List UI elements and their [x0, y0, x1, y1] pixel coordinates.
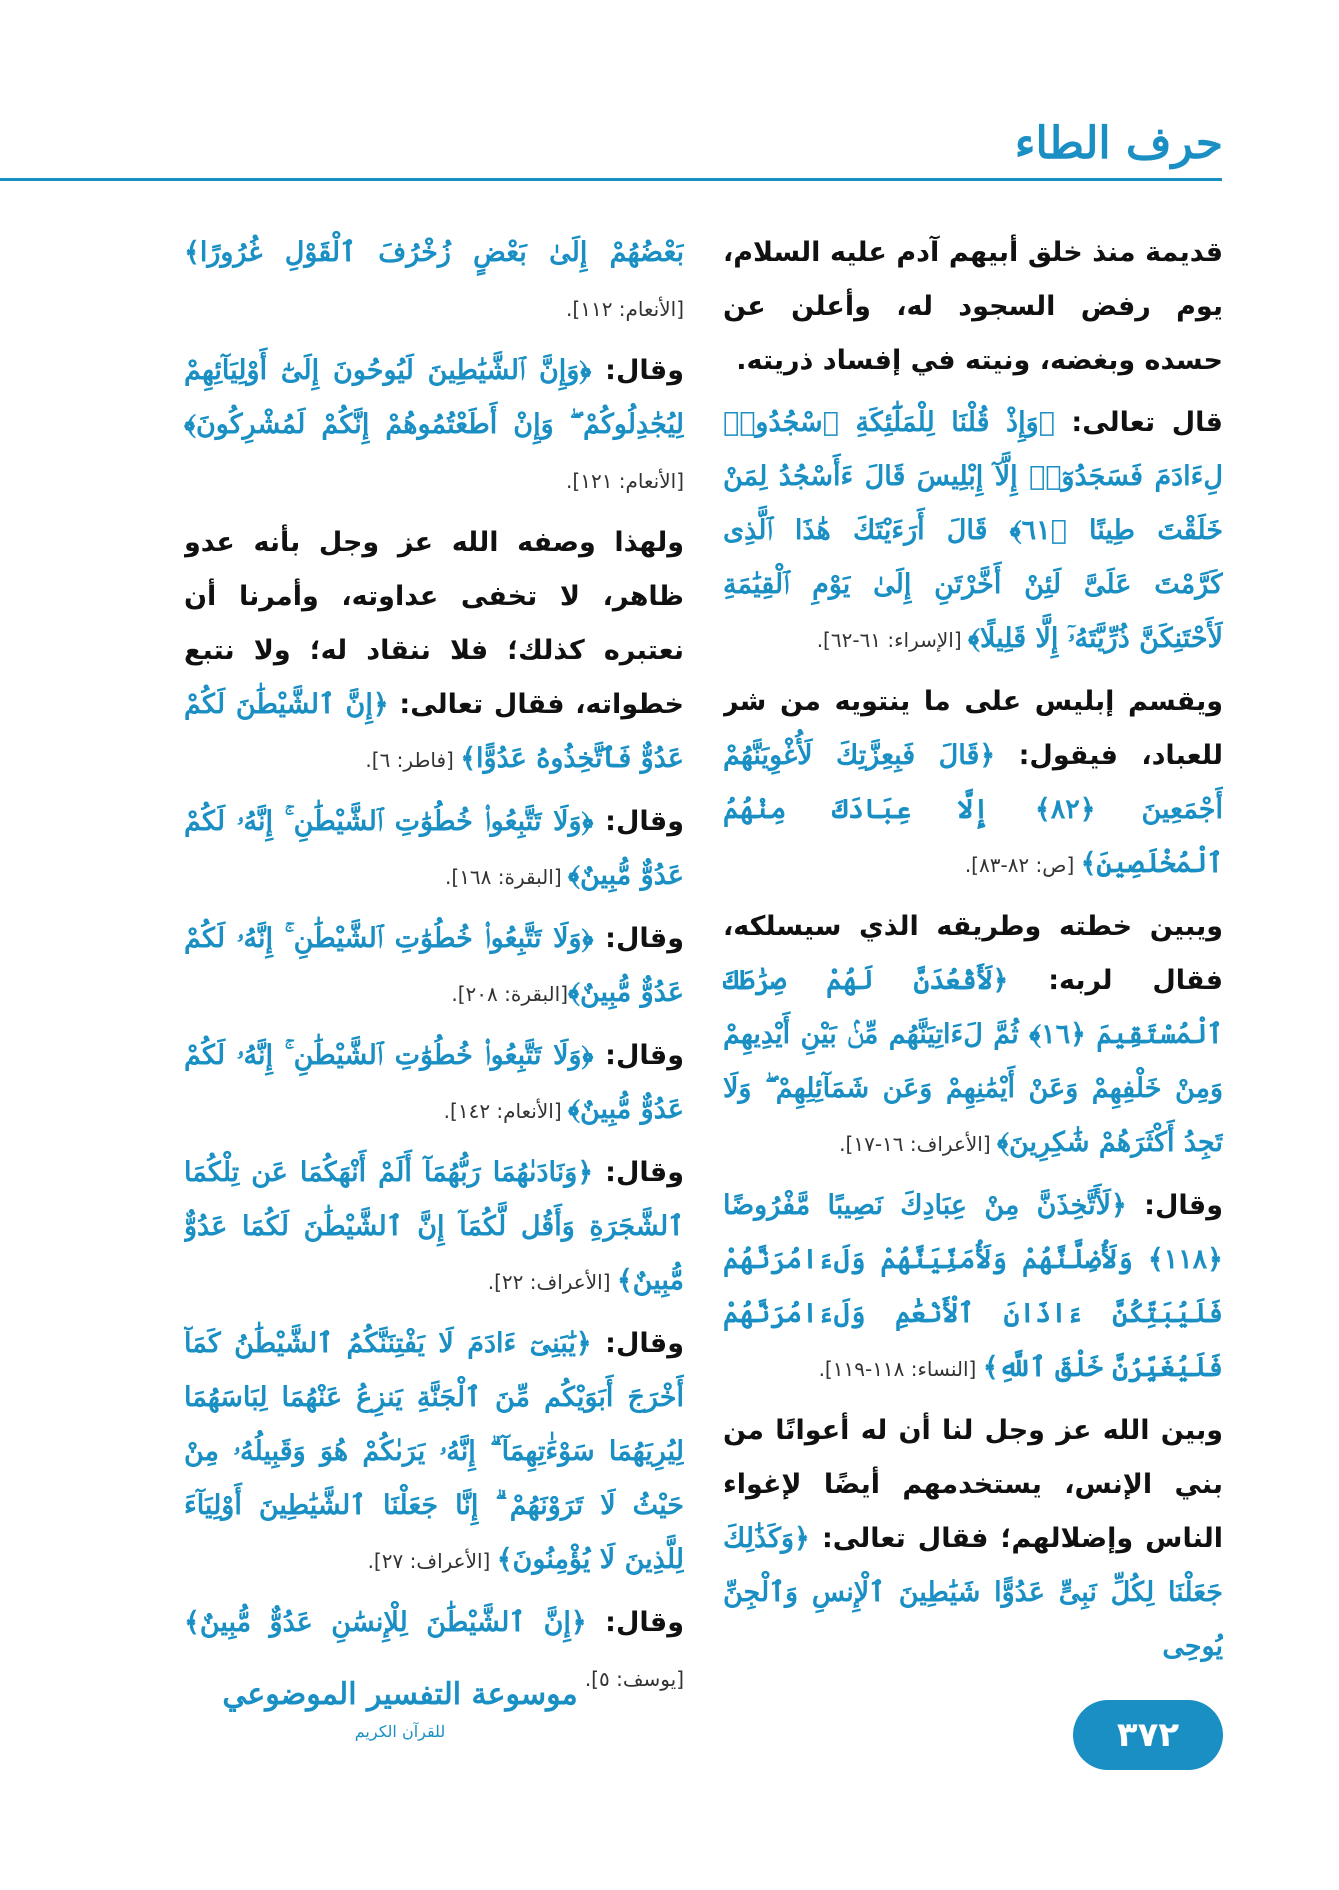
- logo-subtitle: للقرآن الكريم: [354, 1722, 446, 1741]
- verse-reference: [يوسف: ٥].: [584, 1667, 684, 1691]
- verse-reference: [الأنعام: ١٤٢].: [443, 1099, 568, 1123]
- paragraph: [723, 226, 1223, 388]
- page-number-badge: [1073, 1700, 1223, 1770]
- verse-reference: [الإسراء: ٦١-٦٢].: [816, 628, 969, 652]
- chapter-title: حرف الطاء: [1014, 118, 1223, 169]
- body-text: وقال:: [593, 1040, 684, 1071]
- verse-reference: [النساء: ١١٨-١١٩].: [818, 1357, 983, 1381]
- header-rule: [0, 178, 1222, 181]
- verse-reference: [الأنعام: ١٢١].: [566, 469, 684, 493]
- body-text: وقال:: [593, 806, 684, 837]
- quran-verse: ﴿وَإِذْ قُلْنَا لِلْمَلَٰٓئِكَةِ ٱسْجُدُوا۟ لِءَادَمَ فَسَجَدُوٓا۟ إِلَّآ إِبْلِيسَ قَالَ ءَأَسْجُدُ لِمَنْ خَلَقْتَ طِينًا ﴿٦١﴾ قَالَ أَرَءَيْتَكَ هَٰذَا ٱلَّذِى كَرَّمْتَ عَلَىَّ لَئِنْ أَخَّرْتَنِ إِلَىٰ يَوْمِ ٱلْقِيَٰمَةِ لَأَحْتَنِكَنَّ ذُرِّيَّتَهُۥٓ إِلَّا قَلِيلًا﴾: [723, 407, 1223, 654]
- paragraph: [184, 1317, 684, 1588]
- body-text: ويبين خطته وطريقه الذي سيسلكه، فقال لربه:: [723, 911, 1223, 996]
- quran-verse: ﴿وَكَذَٰلِكَ جَعَلْنَا لِكُلِّ نَبِىٍّ عَدُوًّا شَيَٰطِينَ ٱلْإِنسِ وَٱلْجِنِّ يُوحِى: [723, 1523, 1223, 1662]
- left-column: [184, 226, 684, 1716]
- verse-reference: [الأنعام: ١١٢].: [566, 297, 684, 321]
- verse-reference: [فاطر: ٦].: [365, 748, 461, 772]
- body-text: قديمة منذ خلق أبيهم آدم عليه السلام، يوم رفض السجود له، وأعلن عن حسده وبغضه، ونيته في إفساد ذريته.: [723, 237, 1223, 376]
- quran-verse: ﴿يَٰبَنِىٓ ءَادَمَ لَا يَفْتِنَنَّكُمُ ٱلشَّيْطَٰنُ كَمَآ أَخْرَجَ أَبَوَيْكُم مِّنَ ٱلْجَنَّةِ يَنزِعُ عَنْهُمَا لِبَاسَهُمَا لِيُرِيَهُمَا سَوْءَٰتِهِمَآ ۗ إِنَّهُۥ يَرَىٰكُمْ هُوَ وَقَبِيلُهُۥ مِنْ حَيْثُ لَا تَرَوْنَهُمْ ۗ إِنَّا جَعَلْنَا ٱلشَّيَٰطِينَ أَوْلِيَآءَ لِلَّذِينَ لَا يُؤْمِنُونَ﴾: [184, 1328, 684, 1575]
- quran-verse: ﴿لَأَتَّخِذَنَّ مِنْ عِبَادِكَ نَصِيبًا مَّفْرُوضًا ﴿١١٨﴾ وَلَأُضِلَّنَّهُمْ وَلَأُمَنِّيَنَّهُمْ وَلَءَامُرَنَّهُمْ فَلَيُبَتِّكُنَّ ءَاذَانَ ٱلْأَنْعَٰمِ وَلَءَامُرَنَّهُمْ فَلَيُغَيِّرُنَّ خَلْقَ ٱللَّهِ﴾: [723, 1190, 1223, 1383]
- body-text: وقال:: [591, 355, 684, 386]
- quran-verse: ﴿لَأَقْعُدَنَّ لَهُمْ صِرَٰطَكَ ٱلْمُسْتَقِيمَ ﴿١٦﴾ ثُمَّ لَءَاتِيَنَّهُم مِّنۢ بَيْنِ أَيْدِيهِمْ وَمِنْ خَلْفِهِمْ وَعَنْ أَيْمَٰنِهِمْ وَعَن شَمَآئِلِهِمْ ۖ وَلَا تَجِدُ أَكْثَرَهُمْ شَٰكِرِينَ﴾: [723, 965, 1223, 1158]
- body-text: وقال:: [1126, 1190, 1223, 1221]
- quran-verse: ﴿إِنَّ ٱلشَّيْطَٰنَ لِلْإِنسَٰنِ عَدُوٌّ مُّبِينٌ﴾: [184, 1607, 587, 1638]
- body-text: وقال:: [586, 1607, 684, 1638]
- paragraph: [184, 912, 684, 1021]
- paragraph: [184, 344, 684, 508]
- page-number: ٣٧٢: [1116, 1715, 1180, 1755]
- verse-reference: [البقرة: ١٦٨].: [445, 865, 568, 889]
- quran-verse: ﴿وَلَا تَتَّبِعُوا۟ خُطُوَٰتِ ٱلشَّيْطَٰنِ ۚ إِنَّهُۥ لَكُمْ عَدُوٌّ مُّبِينٌ﴾: [184, 1040, 684, 1125]
- paragraph: [723, 396, 1223, 667]
- quran-verse: ﴿قَالَ فَبِعِزَّتِكَ لَأُغْوِيَنَّهُمْ أَجْمَعِينَ ﴿٨٢﴾ إِلَّا عِبَادَكَ مِنْهُمُ ٱلْمُخْلَصِينَ﴾: [723, 740, 1223, 879]
- paragraph: [184, 1146, 684, 1309]
- body-text: وقال:: [591, 1328, 684, 1359]
- paragraph: [184, 226, 684, 336]
- quran-verse: ﴿وَلَا تَتَّبِعُوا۟ خُطُوَٰتِ ٱلشَّيْطَٰنِ ۚ إِنَّهُۥ لَكُمْ عَدُوٌّ مُّبِينٌ﴾: [184, 806, 684, 891]
- body-text: قال تعالى:: [1054, 407, 1223, 438]
- body-text: وبين الله عز وجل لنا أن له أعوانًا من بني الإنس، يستخدمهم أيضًا لإغواء الناس وإضلالهم؛ فقال تعالى:: [723, 1415, 1223, 1554]
- paragraph: [184, 1029, 684, 1138]
- verse-reference: [الأعراف: ١٦-١٧].: [839, 1132, 998, 1156]
- right-column: [723, 226, 1223, 1716]
- quran-verse: بَعْضُهُمْ إِلَىٰ بَعْضٍ زُخْرُفَ ٱلْقَوْلِ غُرُورًا﴾: [184, 237, 684, 268]
- paragraph: [723, 900, 1223, 1171]
- body-text: وقال:: [593, 923, 684, 954]
- quran-verse: ﴿وَنَادَىٰهُمَا رَبُّهُمَآ أَلَمْ أَنْهَكُمَا عَن تِلْكُمَا ٱلشَّجَرَةِ وَأَقُل لَّكُمَآ إِنَّ ٱلشَّيْطَٰنَ لَكُمَا عَدُوٌّ مُّبِينٌ﴾: [184, 1157, 684, 1296]
- logo-title: موسوعة التفسير الموضوعي: [222, 1677, 578, 1712]
- body-text: وقال:: [593, 1157, 684, 1188]
- quran-verse: ﴿وَإِنَّ ٱلشَّيَٰطِينَ لَيُوحُونَ إِلَىٰٓ أَوْلِيَآئِهِمْ لِيُجَٰدِلُوكُمْ ۖ وَإِنْ أَطَعْتُمُوهُمْ إِنَّكُمْ لَمُشْرِكُونَ﴾: [184, 355, 684, 440]
- paragraph: [184, 516, 684, 787]
- encyclopedia-logo: [190, 1670, 610, 1770]
- paragraph: [723, 1404, 1223, 1674]
- paragraph: [723, 675, 1223, 892]
- verse-reference: [ص: ٨٢-٨٣].: [964, 853, 1081, 877]
- verse-reference: [البقرة: ٢٠٨].: [451, 982, 568, 1006]
- paragraph: [723, 1179, 1223, 1396]
- body-text: ويقسم إبليس على ما ينتويه من شر للعباد، فيقول:: [723, 686, 1223, 771]
- verse-reference: [الأعراف: ٢٧].: [367, 1549, 497, 1573]
- body-text: ولهذا وصفه الله عز وجل بأنه عدو ظاهر، لا تخفى عداوته، وأمرنا أن نعتبره كذلك؛ فلا ننقاد له؛ ولا نتبع خطواته، فقال تعالى:: [184, 527, 684, 720]
- verse-reference: [الأعراف: ٢٢].: [487, 1270, 617, 1294]
- quran-verse: ﴿إِنَّ ٱلشَّيْطَٰنَ لَكُمْ عَدُوٌّ فَٱتَّخِذُوهُ عَدُوًّا﴾: [184, 689, 684, 774]
- quran-verse: ﴿وَلَا تَتَّبِعُوا۟ خُطُوَٰتِ ٱلشَّيْطَٰنِ ۚ إِنَّهُۥ لَكُمْ عَدُوٌّ مُّبِينٌ﴾: [184, 923, 684, 1008]
- paragraph: [184, 795, 684, 904]
